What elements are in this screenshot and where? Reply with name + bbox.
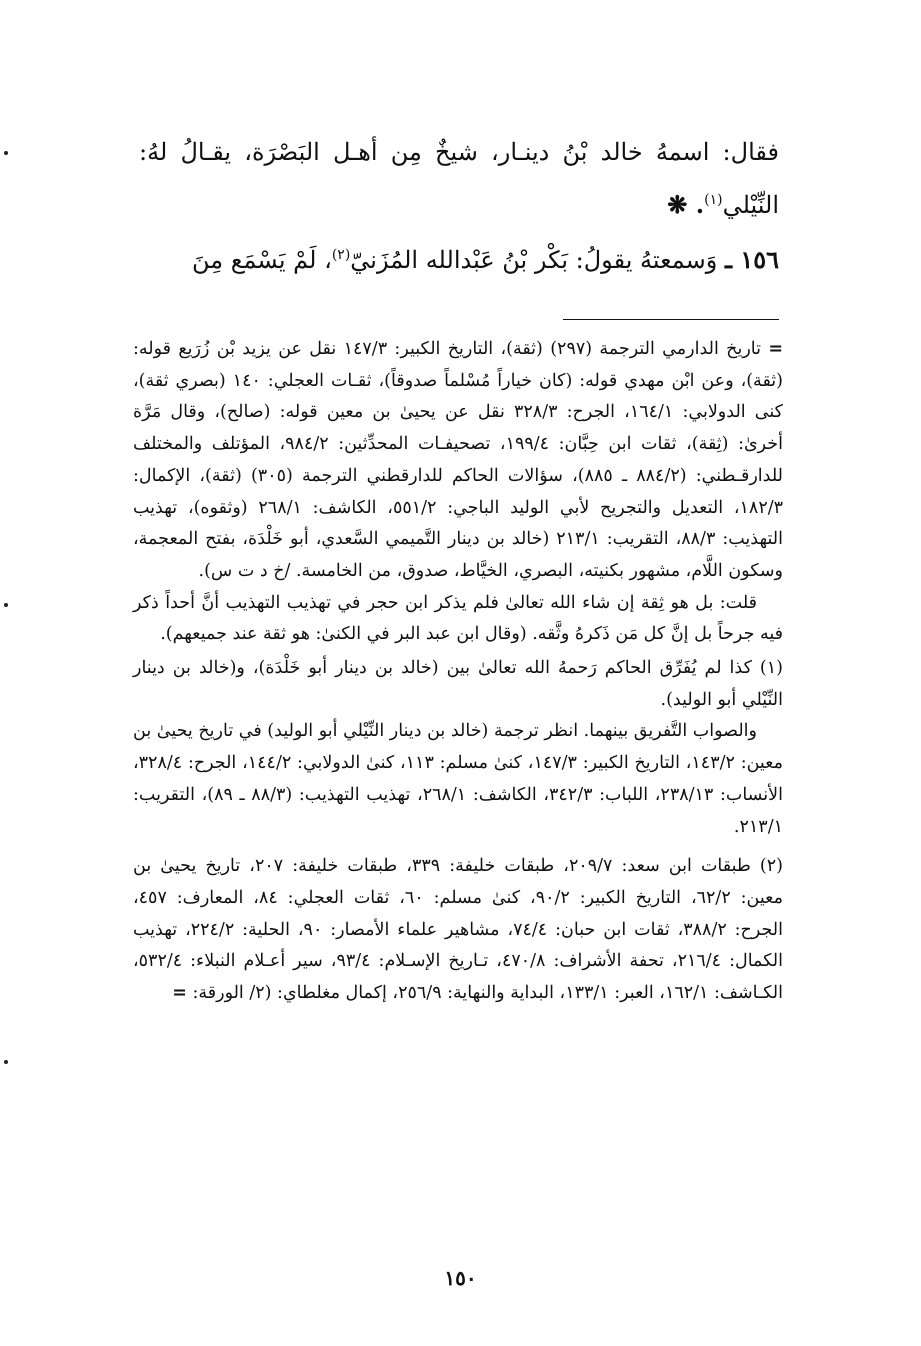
left-margin-dot	[4, 603, 8, 607]
footnote-ref-1[interactable]: (١)	[704, 192, 723, 208]
entry-156	[139, 231, 779, 284]
main-line-text: فقال: اسمهُ خالد بْنُ دينـار، شيخٌ مِن أهـل البَصْرَة، يقـالُ لهُ: النِّيْلي	[139, 138, 779, 219]
footnote-separator	[563, 319, 779, 320]
entry-tail: ، لَمْ يَسْمَع مِنَ	[192, 246, 332, 274]
entry-text: وَسمعتهُ يقولُ: بَكْر بْنُ عَبْدالله المُزَنيّ	[350, 246, 718, 274]
footnotes	[133, 334, 783, 1010]
continuation-mark: =	[768, 339, 783, 359]
footnote-2	[133, 851, 783, 1010]
footnote-2-text: (٢) طبقات ابن سعد: ٢٠٩/٧، طبقات خليفة: ٣٣٩، طبقات خليفة: ٢٠٧، تاريخ يحيىٰ بن معين: ٦٢/٢، التاريخ الكبير: ٩٠/٢، كنىٰ مسلم: ٦٠، ثقات العجلي: ٨٤، المعارف: ٤٥٧، الجرح: ٣٨٨/٢، ثقات ابن حبان: ٧٤/٤، مشاهير علماء الأمصار: ٩٠، الحلية: ٢٢٤/٢، تهذيب الكمال: ٢١٦/٤، تحفة الأشراف: ٤٧٠/٨، تـاريخ الإسـلام: ٩٣/٤، سير أعـلام النبلاء: ٥٣٢/٤، الكـاشف: ١٦٢/١، العبر: ١٣٣/١، البداية والنهاية: ٢٥٦/٩، إكمال مغلطاي: (٢/ الورقة:	[133, 856, 783, 1004]
left-margin-dot	[4, 1060, 8, 1064]
main-text	[139, 128, 779, 284]
entry-number: ١٥٦ ـ	[724, 245, 779, 274]
main-paragraph	[139, 128, 779, 229]
footnote-continued-text: تاريخ الدارمي الترجمة (٢٩٧) (ثقة)، التاريخ الكبير: ١٤٧/٣ نقل عن يزيد بْن زُرَيع قوله: (ثقة)، وعن ابْن مهدي قوله: (كان خياراً مُسْلماً صدوقاً)، ثقـات العجلي: ١٤٠ (بصري ثقة)، كنى الدولابي: ١٦٤/١، الجرح: ٣٢٨/٣ نقل عن يحيىٰ بن معين قوله: (صالح)، وقال مَرَّة أخرىٰ: (ثِقة)، ثقات ابن حِبَّان: ١٩٩/٤، تصحيفـات المحدِّثين: ٩٨٤/٢، المؤتلف والمختلف للدارقـطني: (٨٨٤/٢ ـ ٨٨٥)، سؤالات الحاكم للدارقطني الترجمة (٣٠٥) (ثقة)، الإكمال: ١٨٢/٣، التعديل والتجريح لأبي الوليد الباجي: ٥٥١/٢، الكاشف: ٢٦٨/١ (وثقوه)، تهذيب التهذيب: ٨٨/٣، التقريب: ٢١٣/١ (خالد بن دينار التَّميمي السَّعدي، أبو خَلْدَة، بفتح المعجمة، وسكون اللَّام، مشهور بكنيته، البصري، الخيَّاط، صدوق، من الخامسة. /خ د ت س).	[133, 339, 784, 581]
footnote-ref-2[interactable]: (٢)	[331, 247, 351, 263]
page-number: ١٥٠	[444, 1266, 477, 1290]
continues-next-page-mark: =	[172, 983, 187, 1004]
footnote-1: (١) كذا لم يُفَرِّق الحاكم رَحمهُ الله تعالىٰ بين (خالد بن دينار أبو خَلْدَة)، و(خالد بن دينار النِّيْلي أبو الوليد).	[133, 658, 783, 710]
footnote-1-continued: والصواب التَّفريق بينهما. انظر ترجمة (خالد بن دينار النِّيْلي أبو الوليد) في تاريخ يحيىٰ بن معين: ١٤٣/٢، التاريخ الكبير: ١٤٧/٣، كنىٰ مسلم: ١١٣، كنىٰ الدولابي: ١٤٤/٢، الجرح: ٣٢٨/٤، الأنساب: ٢٣٨/١٣، اللباب: ٣٤٢/٣، الكاشف: ٢٦٨/١، تهذيب التهذيب: (٨٨/٣ ـ ٨٩)، التقريب: ٢١٣/١.	[133, 721, 784, 837]
footnote-remark: قلت: بل هو ثِقة إن شاء الله تعالىٰ فلم يذكر ابن حجر في تهذيب التهذيب أنَّ أحداً ذكر فيه جرحاً بل إنَّ كل مَن ذَكرهُ وثَّقه. (وقال ابن عبد البر في الكنىٰ: هو ثقة عند جميعهم).	[133, 592, 783, 645]
end-mark: . ❋	[667, 190, 705, 219]
footnote-continued	[133, 334, 783, 588]
left-margin-dot	[4, 151, 8, 155]
